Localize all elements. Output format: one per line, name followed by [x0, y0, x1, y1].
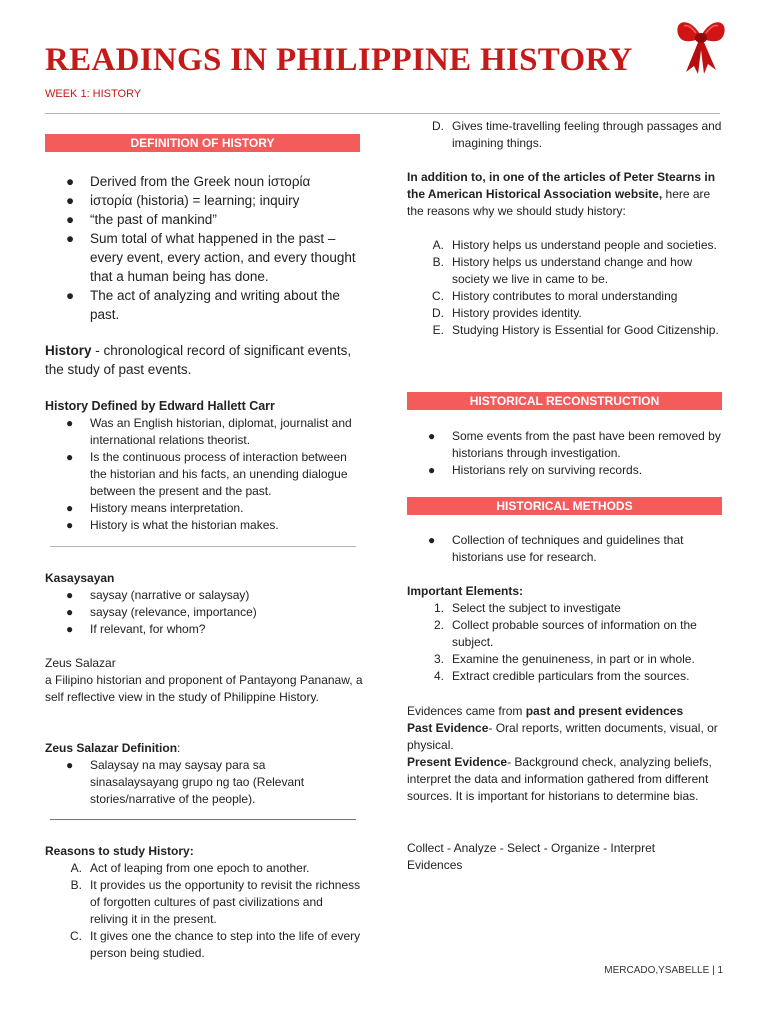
- methods-heading: HISTORICAL METHODS: [407, 497, 722, 515]
- definition-list: [66, 172, 360, 324]
- section-divider: [50, 819, 356, 820]
- past-evidence: Past Evidence- Oral reports, written documents, visual, or physical.: [407, 721, 718, 752]
- definition-heading: DEFINITION OF HISTORY: [45, 134, 360, 152]
- list-item: ● The act of analyzing and writing about the past.: [66, 288, 340, 322]
- page-title: READINGS IN PHILIPPINE HISTORY: [45, 42, 633, 78]
- red-bow-icon: [672, 14, 730, 76]
- history-definition: History - chronological record of significant events, the study of past events.: [45, 343, 352, 377]
- list-item: ● History means interpretation.: [66, 501, 244, 515]
- list-item: ● saysay (relevance, importance): [66, 605, 257, 619]
- list-item: 2. Collect probable sources of information on the subject.: [433, 618, 697, 649]
- list-item: ● Historians rely on surviving records.: [428, 463, 643, 477]
- list-item: A. History helps us understand people and societies.: [432, 238, 717, 252]
- zeus-definition-heading: Zeus Salazar Definition:: [45, 741, 181, 755]
- carr-heading: History Defined by Edward Hallett Carr: [45, 399, 275, 413]
- list-item: ● If relevant, for whom?: [66, 622, 206, 636]
- reconstruction-heading: HISTORICAL RECONSTRUCTION: [407, 392, 722, 410]
- methods-list: [428, 532, 724, 566]
- kasaysayan-heading: Kasaysayan: [45, 571, 115, 585]
- list-item: C. It gives one the chance to step into the life of every person being studied.: [70, 929, 361, 960]
- list-item: A. Act of leaping from one epoch to another.: [70, 861, 310, 875]
- list-item: ● ἱστορία (historia) = learning; inquiry: [66, 193, 300, 208]
- page-footer: MERCADO,YSABELLE | 1: [604, 965, 723, 976]
- evidence-process: Collect - Analyze - Select - Organize - Interpret Evidences: [407, 841, 656, 872]
- list-item: ● Salaysay na may saysay para sa sinasalaysayang grupo ng tao (Relevant stories/narrative of the people).: [66, 758, 305, 806]
- list-item: ● “the past of mankind”: [66, 212, 217, 227]
- zeus-definition-list: [66, 757, 355, 808]
- list-item: ● Is the continuous process of interaction between the historian and his facts, an unending dialogue between the present and the past.: [66, 450, 348, 498]
- zeus-description: a Filipino historian and proponent of Pantayong Pananaw, a self reflective view in the study of Philippine History.: [45, 673, 363, 704]
- header-divider: [45, 113, 720, 114]
- section-divider: [50, 546, 356, 547]
- reconstruction-list: [428, 428, 724, 479]
- list-item: E. Studying History is Essential for Good Citizenship.: [432, 323, 719, 337]
- zeus-name: Zeus Salazar: [45, 656, 116, 670]
- list-item: 4. Extract credible particulars from the sources.: [433, 669, 690, 683]
- evidence-intro: Evidences came from past and present evidences: [407, 704, 684, 718]
- important-elements-heading: Important Elements:: [407, 584, 524, 598]
- reasons-heading: Reasons to study History:: [45, 844, 194, 858]
- list-item: ● Derived from the Greek noun ἱστορία: [66, 174, 311, 189]
- list-item: B. It provides us the opportunity to revisit the richness of forgotten cultures of past civilizations and reliving it in the present.: [70, 878, 361, 926]
- present-evidence: Present Evidence- Background check, analyzing beliefs, interpret the data and information gathered from different sources. It is important for historians to determine bias.: [407, 755, 712, 803]
- list-item: B. History helps us understand change and how society we live in came to be.: [432, 255, 693, 286]
- important-elements-list: [433, 600, 724, 685]
- list-item: ● Some events from the past have been removed by historians through investigation.: [428, 429, 721, 460]
- list-item: 3. Examine the genuineness, in part or in whole.: [433, 652, 695, 666]
- list-item: 1. Select the subject to investigate: [433, 601, 621, 615]
- list-item: ● Was an English historian, diplomat, journalist and international relations theorist.: [66, 416, 352, 447]
- list-item: C. History contributes to moral understanding: [432, 289, 678, 303]
- list-item: ● Collection of techniques and guidelines that historians use for research.: [428, 533, 684, 564]
- list-item: D. History provides identity.: [432, 306, 582, 320]
- list-item: D. Gives time-travelling feeling through passages and imagining things.: [432, 119, 722, 150]
- reasons-list-continued: [432, 118, 724, 152]
- week-label: WEEK 1: HISTORY: [45, 88, 142, 100]
- carr-list: [66, 415, 362, 534]
- kasaysayan-list: [66, 587, 362, 638]
- stearns-list: [432, 237, 724, 339]
- list-item: ● Sum total of what happened in the past – every event, every action, and every thought that a human being has done.: [66, 231, 356, 284]
- list-item: ● History is what the historian makes.: [66, 518, 279, 532]
- reasons-list: [70, 860, 362, 962]
- stearns-intro: In addition to, in one of the articles of Peter Stearns in the American Historical Association website, here are the reasons why we should study history:: [407, 170, 716, 218]
- list-item: ● saysay (narrative or salaysay): [66, 588, 250, 602]
